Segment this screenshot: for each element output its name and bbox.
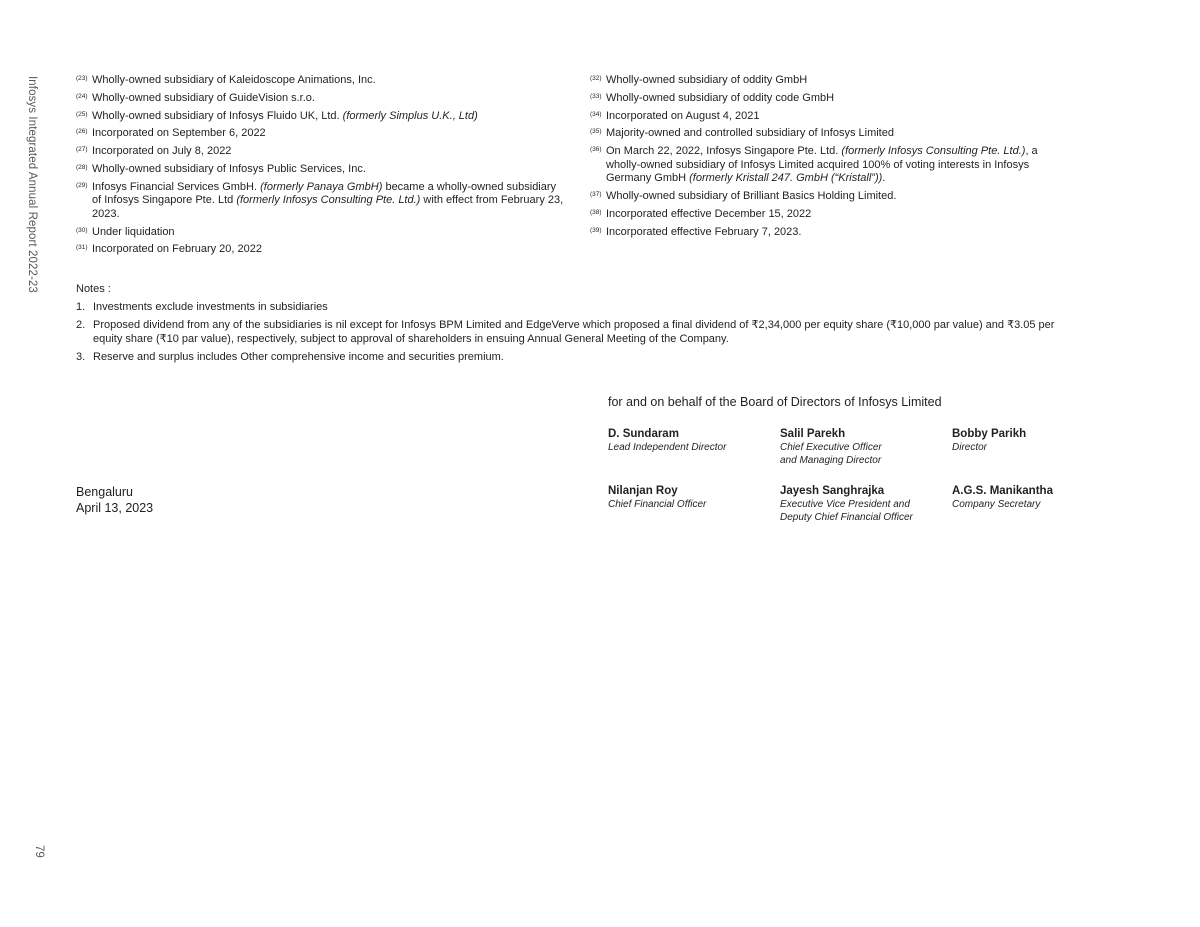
footnote-text [606,92,1065,106]
footnote-text-part: (formerly Infosys Consulting Pte. Ltd.) [841,145,1026,158]
footnote-item [590,145,1065,186]
note-item [76,301,1076,315]
note-item [76,319,1076,346]
footnote-item [76,226,566,240]
footnote-text-part: On March 22, 2022, Infosys Singapore Pte. Ltd. [606,145,842,158]
footnote-item [76,181,566,222]
signatory-role: Deputy Chief Financial Officer [780,512,913,523]
notes-heading: Notes : [76,283,111,295]
note-number: 2. [76,319,86,331]
footnote-number: (35) [590,128,602,136]
signatory-role: Chief Financial Officer [608,499,707,510]
footnote-number: (29) [76,181,88,189]
footnote-number: (24) [76,92,88,100]
footnote-text-part: (formerly Infosys Consulting Pte. Ltd.) [236,194,421,207]
signatory-role: Chief Executive Officer [780,442,882,453]
report-side-title: Infosys Integrated Annual Report 2022-23 [26,76,38,293]
footnote-text-part: with effect from February 23, 2023. [92,194,564,220]
footnote-number: (28) [76,163,88,171]
footnote-text [92,92,566,106]
footnote-item [76,243,566,257]
footnote-text-part: Majority-owned and controlled subsidiary of Infosys Limited [606,127,894,140]
footnote-text [606,208,1065,222]
signatory-role: and Managing Director [780,455,882,466]
footnote-item [590,190,1065,204]
footnote-text [92,127,566,141]
footnote-number: (36) [590,146,602,154]
footnote-text [92,163,566,177]
footnote-text-part: (formerly Simplus U.K., Ltd) [342,109,478,122]
note-text: Investments exclude investments in subsidiaries [93,301,328,313]
footnote-text-part: Under liquidation [92,225,175,238]
note-item [76,351,1076,365]
footnote-number: (34) [590,110,602,118]
footnote-item [590,110,1065,124]
footnote-item [76,163,566,177]
footnote-text-part: Incorporated on July 8, 2022 [92,145,232,158]
footnote-text-part: Incorporated on September 6, 2022 [92,127,266,140]
footnote-text-part: Infosys Financial Services GmbH. [92,180,261,193]
signatory-name: Nilanjan Roy [608,485,678,497]
signatory-role: Director [952,442,988,453]
signatory-name: Jayesh Sanghrajka [780,485,885,497]
signatory-block [952,428,1026,454]
footnote-item [76,110,566,124]
signatory-name: Salil Parekh [780,428,846,440]
footnote-text-part: . [882,172,886,185]
footnote-number: (27) [76,146,88,154]
page-number: 79 [33,845,45,858]
footnote-number: (37) [590,190,602,198]
signatory-name: D. Sundaram [608,428,679,440]
signatory-name: A.G.S. Manikantha [952,485,1053,497]
signatory-block [780,485,913,524]
footnote-number: (26) [76,128,88,136]
footnote-text-part: Wholly-owned subsidiary of Infosys Fluido UK, Ltd. [92,109,343,122]
footnote-text-part: became a wholly-owned subsidiary of Infosys Singapore Pte. Ltd [92,180,557,207]
footnotes-right-column [590,74,1065,243]
footnote-text-part: Wholly-owned subsidiary of GuideVision s.r.o. [92,91,315,104]
footnote-text [606,110,1065,124]
signatory-role: Company Secretary [952,499,1041,510]
footnote-text [92,226,566,240]
signatory-block [780,428,882,467]
footnote-number: (33) [590,92,602,100]
footnote-item [76,74,566,88]
footnote-number: (32) [590,75,602,82]
footnote-text [92,110,566,124]
note-number: 3. [76,350,86,363]
footnote-text-part: , a wholly-owned subsidiary of Infosys Limited acquired 100% of voting interests in Infosys Germany GmbH [606,145,1038,185]
signatory-block [608,485,706,511]
footnote-text-part: Incorporated effective February 7, 2023. [606,225,802,238]
footnote-number: (38) [590,208,602,216]
place-date-block [76,484,153,516]
signatory-block [952,485,1053,511]
footnote-text [606,145,1065,186]
footnote-text [606,226,1065,240]
footnote-number: (39) [590,226,602,234]
footnote-text [92,181,566,222]
footnotes-left-column [76,74,566,261]
signing-date: April 13, 2023 [76,501,154,515]
footnote-number: (23) [76,75,88,82]
footnote-text-part: Wholly-owned subsidiary of Infosys Public Services, Inc. [92,162,366,175]
signatory-role: Executive Vice President and [780,499,910,510]
footnote-text-part: Incorporated on February 20, 2022 [92,243,263,256]
footnote-item [590,92,1065,106]
footnote-text [606,127,1065,141]
footnote-text [606,74,1065,88]
footnote-text-part: Wholly-owned subsidiary of Brilliant Basics Holding Limited. [606,189,897,202]
footnote-text-part: Incorporated on August 4, 2021 [606,109,760,122]
note-text: Reserve and surplus includes Other comprehensive income and securities premium. [93,350,504,363]
footnote-text [92,74,566,88]
signing-place: Bengaluru [76,485,133,499]
footnote-text-part: (formerly Kristall 247. GmbH (“Kristall”)) [689,172,883,185]
notes-section [76,283,1076,369]
footnote-text-part: (formerly Panaya GmbH) [260,180,383,193]
footnote-text [92,243,566,257]
footnote-number: (30) [76,226,88,234]
signatory-block [608,428,726,454]
footnote-item [76,92,566,106]
board-statement: for and on behalf of the Board of Directors of Infosys Limited [608,395,942,409]
note-number: 1. [76,301,86,313]
footnote-text [606,190,1065,204]
footnote-item [76,127,566,141]
note-text: Proposed dividend from any of the subsidiaries is nil except for Infosys BPM Limited and EdgeVerve which proposed a final dividend of ₹2,34,000 per equity share (₹10,000 par value) and ₹3.05 per equity share (₹10 par value), respectively, subject to approval of shareholders in ensuing Annual General Meeting of the Company. [93,319,1055,345]
footnote-item [590,127,1065,141]
footnote-text-part: Wholly-owned subsidiary of oddity GmbH [606,74,808,86]
footnote-text-part: Incorporated effective December 15, 2022 [606,207,812,220]
footnote-number: (25) [76,110,88,118]
signatory-name: Bobby Parikh [952,428,1027,440]
footnote-item [590,74,1065,88]
footnote-text [92,145,566,159]
signatory-role: Lead Independent Director [608,442,727,453]
footnote-number: (31) [76,244,88,252]
footnote-item [76,145,566,159]
footnote-text-part: Wholly-owned subsidiary of oddity code GmbH [606,91,835,104]
footnote-item [590,226,1065,240]
footnote-item [590,208,1065,222]
footnote-text-part: Wholly-owned subsidiary of Kaleidoscope Animations, Inc. [92,74,376,86]
